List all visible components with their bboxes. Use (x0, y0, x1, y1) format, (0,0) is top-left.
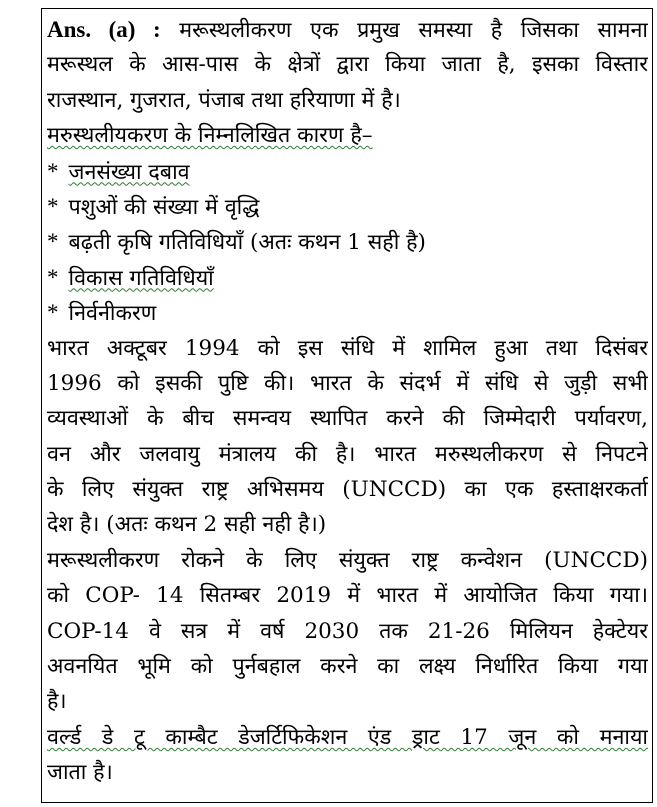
india-line-6: देश है। (अतः कथन 2 सही नही है।) (47, 512, 327, 538)
answer-intro-line-2: मरूस्थल के आस-पास के क्षेत्रों द्वारा किया जाता है, इसका विस्तार (47, 52, 648, 78)
intro-text-1: मरूस्थलीकरण एक प्रमुख समस्या है जिसका सामना (179, 18, 648, 43)
cop-line-2: को COP- 14 सितम्बर 2019 में भारत में आयोजित किया गया। (47, 583, 648, 609)
day-line-1 (47, 720, 648, 755)
cause-text-4: विकास गतिविधियाँ (68, 265, 214, 291)
paragraph-india (47, 331, 648, 543)
cop-line-4: अवनयित भूमि को पुर्नबहाल करने का लक्ष्य निर्धारित किया गया (47, 654, 648, 680)
cop-line-3: COP-14 वे सत्र में वर्ष 2030 तक 21-26 मिलियन हेक्टेयर (47, 618, 648, 644)
answer-intro-line-1 (47, 12, 648, 47)
causes-heading-text: मरुस्थलीयकरण के निम्नलिखित कारण है– (47, 123, 373, 149)
causes-list (47, 154, 648, 331)
bullet-marker: * (47, 158, 59, 184)
bullet-marker: * (47, 229, 59, 255)
cause-text-1: जनसंख्या दबाव (68, 159, 190, 185)
bullet-marker: * (47, 300, 59, 326)
answer-intro-line-3: राजस्थान, गुजरात, पंजाब तथा हरियाणा में है। (47, 87, 401, 113)
india-line-4: वन और जलवायु मंत्रालय की है। भारत मरुस्थलीकरण से निपटने (47, 441, 648, 467)
cause-item-3 (47, 224, 648, 259)
causes-heading (47, 118, 648, 153)
cause-text-5: निर्वनीकरण (68, 301, 157, 327)
bullet-marker: * (47, 193, 59, 219)
paragraph-cop (47, 543, 648, 720)
answer-box (41, 8, 653, 803)
cause-text-3: बढ़ती कृषि गतिविधियाँ (अतः कथन 1 सही है) (68, 230, 426, 256)
cause-text-2: पशुओं की संख्या में वृद्धि (68, 194, 260, 220)
paragraph-day (47, 720, 648, 791)
answer-label: Ans. (a) : (47, 17, 161, 42)
cop-line-1: मरूस्थलीकरण रोकने के लिए संयुक्त राष्ट्र कन्वेशन (UNCCD) (47, 547, 648, 573)
india-line-5: के लिए संयुक्त राष्ट्र अभिसमय (UNCCD) का एक हस्ताक्षरकर्ता (47, 477, 648, 503)
cause-item-5 (47, 295, 648, 330)
india-line-1: भारत अक्टूबर 1994 को इस संधि में शामिल हुआ तथा दिसंबर (47, 335, 648, 361)
cause-item-1 (47, 154, 648, 189)
day-line-2: जाता है। (47, 760, 113, 786)
india-line-3: व्यवस्थाओं के बीच समन्वय स्थापित करने की जिम्मेदारी पर्यावरण, (47, 406, 648, 432)
cause-item-4 (47, 260, 648, 295)
india-line-2: 1996 को इसकी पुष्टि की। भारत के संदर्भ में संधि से जुड़ी सभी (47, 370, 648, 396)
day-text-1: वर्ल्ड डे टू काम्बैट डेजर्टिफिकेशन एंड ड्राट 17 जून को मनाया (47, 724, 648, 750)
bullet-marker: * (47, 264, 59, 290)
cause-item-2 (47, 189, 648, 224)
cop-line-5: है। (47, 689, 67, 715)
